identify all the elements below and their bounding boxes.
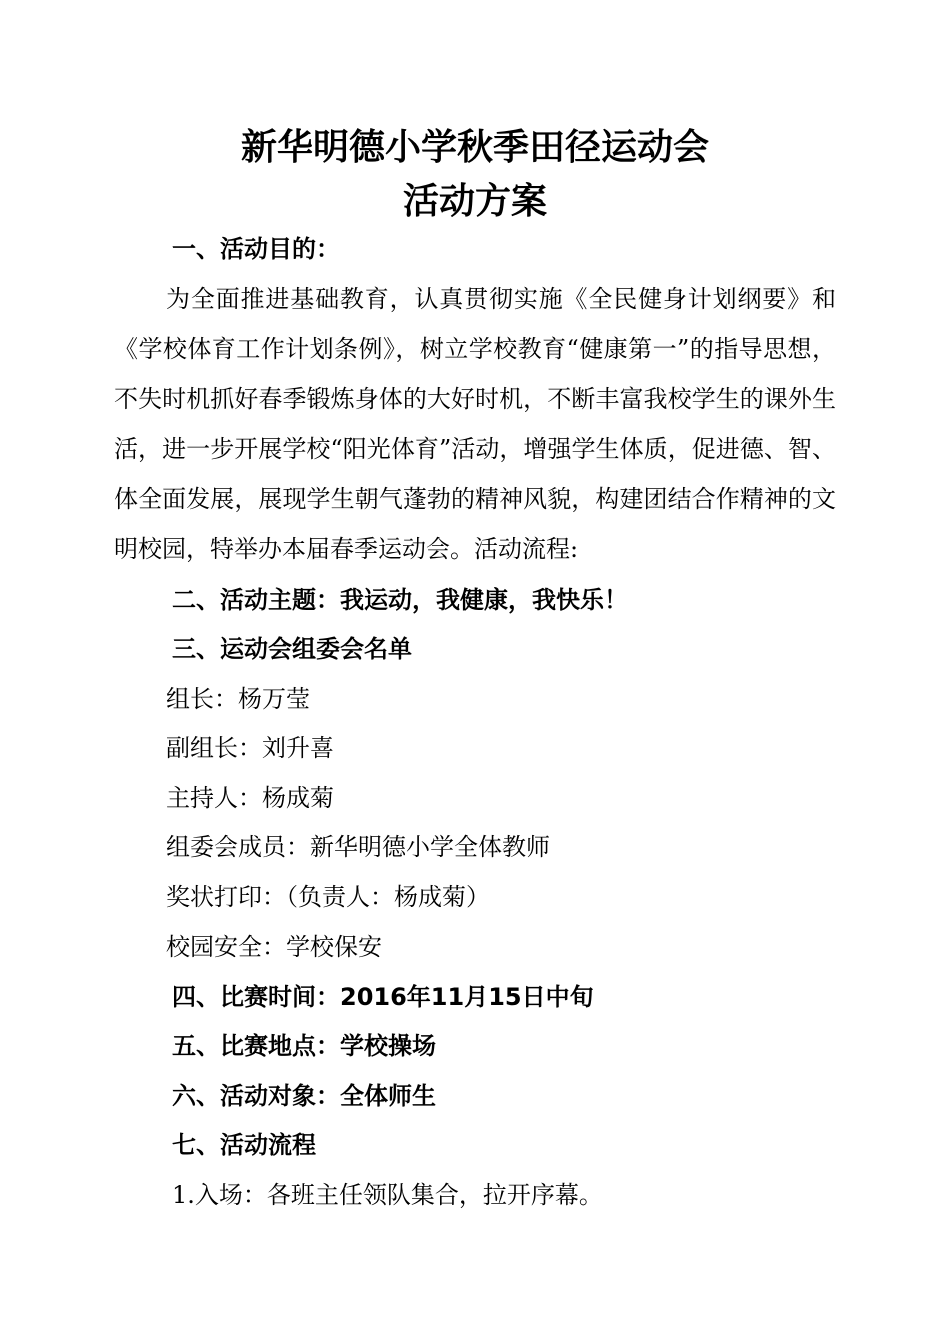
section-heading-participants: 六、活动对象：全体师生	[172, 1082, 436, 1110]
section-heading-theme: 二、活动主题：我运动，我健康，我快乐！	[172, 586, 628, 614]
section-heading-flow: 七、活动流程	[172, 1131, 316, 1159]
committee-security: 校园安全：学校保安	[166, 933, 382, 961]
flow-item: 1.入场：各班主任领队集合，拉开序幕。	[172, 1181, 603, 1209]
section-heading-time: 四、比赛时间：2016年11月15日中旬	[172, 983, 594, 1011]
purpose-paragraph: 为全面推进基础教育，认真贯彻实施《全民健身计划纲要》和《学校体育工作计划条例》，树立学校教育“健康第一”的指导思想，不失时机抓好春季锻炼身体的大好时机，不断丰富我校学生的课外生活，进一步开展学校“阳光体育”活动，增强学生体质，促进德、智、体全面发展，展现学生朝气蓬勃的精神风貌，构建团结合作精神的文明校园，特举办本届春季运动会。活动流程:	[114, 285, 836, 563]
section-heading-committee: 三、运动会组委会名单	[172, 635, 412, 663]
committee-members: 组委会成员：新华明德小学全体教师	[166, 833, 550, 861]
committee-leader: 组长：杨万莹	[166, 685, 310, 713]
committee-host: 主持人：杨成菊	[166, 784, 334, 812]
section-heading-purpose: 一、活动目的：	[172, 235, 340, 263]
committee-certificates: 奖状打印：（负责人：杨成菊）	[166, 883, 490, 911]
committee-deputy-leader: 副组长：刘升喜	[166, 734, 334, 762]
section-heading-location: 五、比赛地点：学校操场	[172, 1032, 436, 1060]
document-subtitle: 活动方案	[402, 180, 547, 222]
document-title: 新华明德小学秋季田径运动会	[240, 126, 709, 168]
